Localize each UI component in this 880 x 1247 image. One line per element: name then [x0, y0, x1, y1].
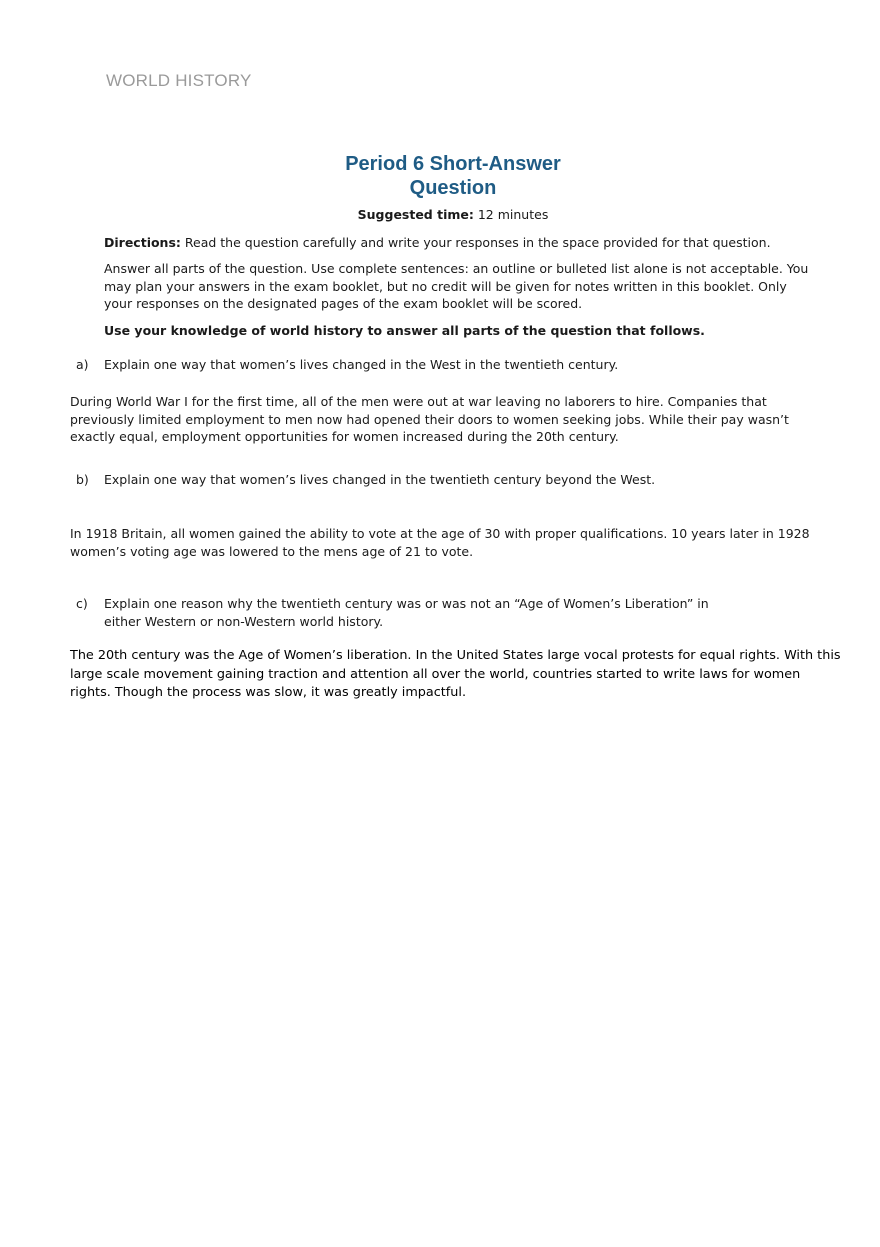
question-letter: a) [76, 357, 89, 372]
suggested-time [0, 207, 880, 222]
directions [104, 234, 824, 252]
question-prompt: Explain one reason why the twentieth century was or was not an “Age of Women’s Liberation” in either Western or non-Western world history. [104, 596, 709, 629]
page-title [0, 152, 880, 200]
directions-text: Read the question carefully and write your responses in the space provided for that question. [184, 235, 771, 250]
suggested-time-value: 12 minutes [477, 207, 549, 222]
question-letter: b) [76, 472, 89, 487]
answer-b: In 1918 Britain, all women gained the ability to vote at the age of 30 with proper qualifications. 10 years later in 1928 women’s voting age was lowered to the mens age of 21 to vote. [70, 526, 810, 559]
question-a [0, 356, 880, 376]
directions-label: Directions: [104, 235, 181, 250]
use-knowledge-instruction [104, 322, 824, 340]
title-line-2: Question [409, 177, 497, 199]
question-c [0, 595, 880, 635]
course-header: WORLD HISTORY [106, 71, 252, 90]
question-prompt: Explain one way that women’s lives changed in the West in the twentieth century. [104, 357, 619, 372]
answer-all-instructions: Answer all parts of the question. Use complete sentences: an outline or bulleted list alone is not acceptable. You may plan your answers in the exam booklet, but no credit will be given for notes written in this booklet. Only your responses on the designated pages of the exam booklet will be scored. [104, 261, 809, 311]
use-knowledge-text: Use your knowledge of world history to answer all parts of the question that follows. [104, 323, 705, 338]
answer-a: During World War I for the first time, all of the men were out at war leaving no laborers to hire. Companies that previously limited employment to men now had opened their doors to women seeking jobs. While their pay wasn’t exactly equal, employment opportunities for women increased during the 20th century. [70, 394, 789, 444]
question-b [0, 471, 880, 491]
question-letter: c) [76, 596, 88, 611]
answer-c: The 20th century was the Age of Women’s liberation. In the United States large vocal protests for equal rights. With this large scale movement gaining traction and attention all over the world, countries started to write laws for women rights. Though the process was slow, it was greatly impactful. [70, 648, 841, 700]
question-prompt: Explain one way that women’s lives changed in the twentieth century beyond the West. [104, 472, 656, 487]
suggested-time-label: Suggested time: [357, 207, 474, 222]
title-line-1: Period 6 Short-Answer [345, 153, 561, 175]
